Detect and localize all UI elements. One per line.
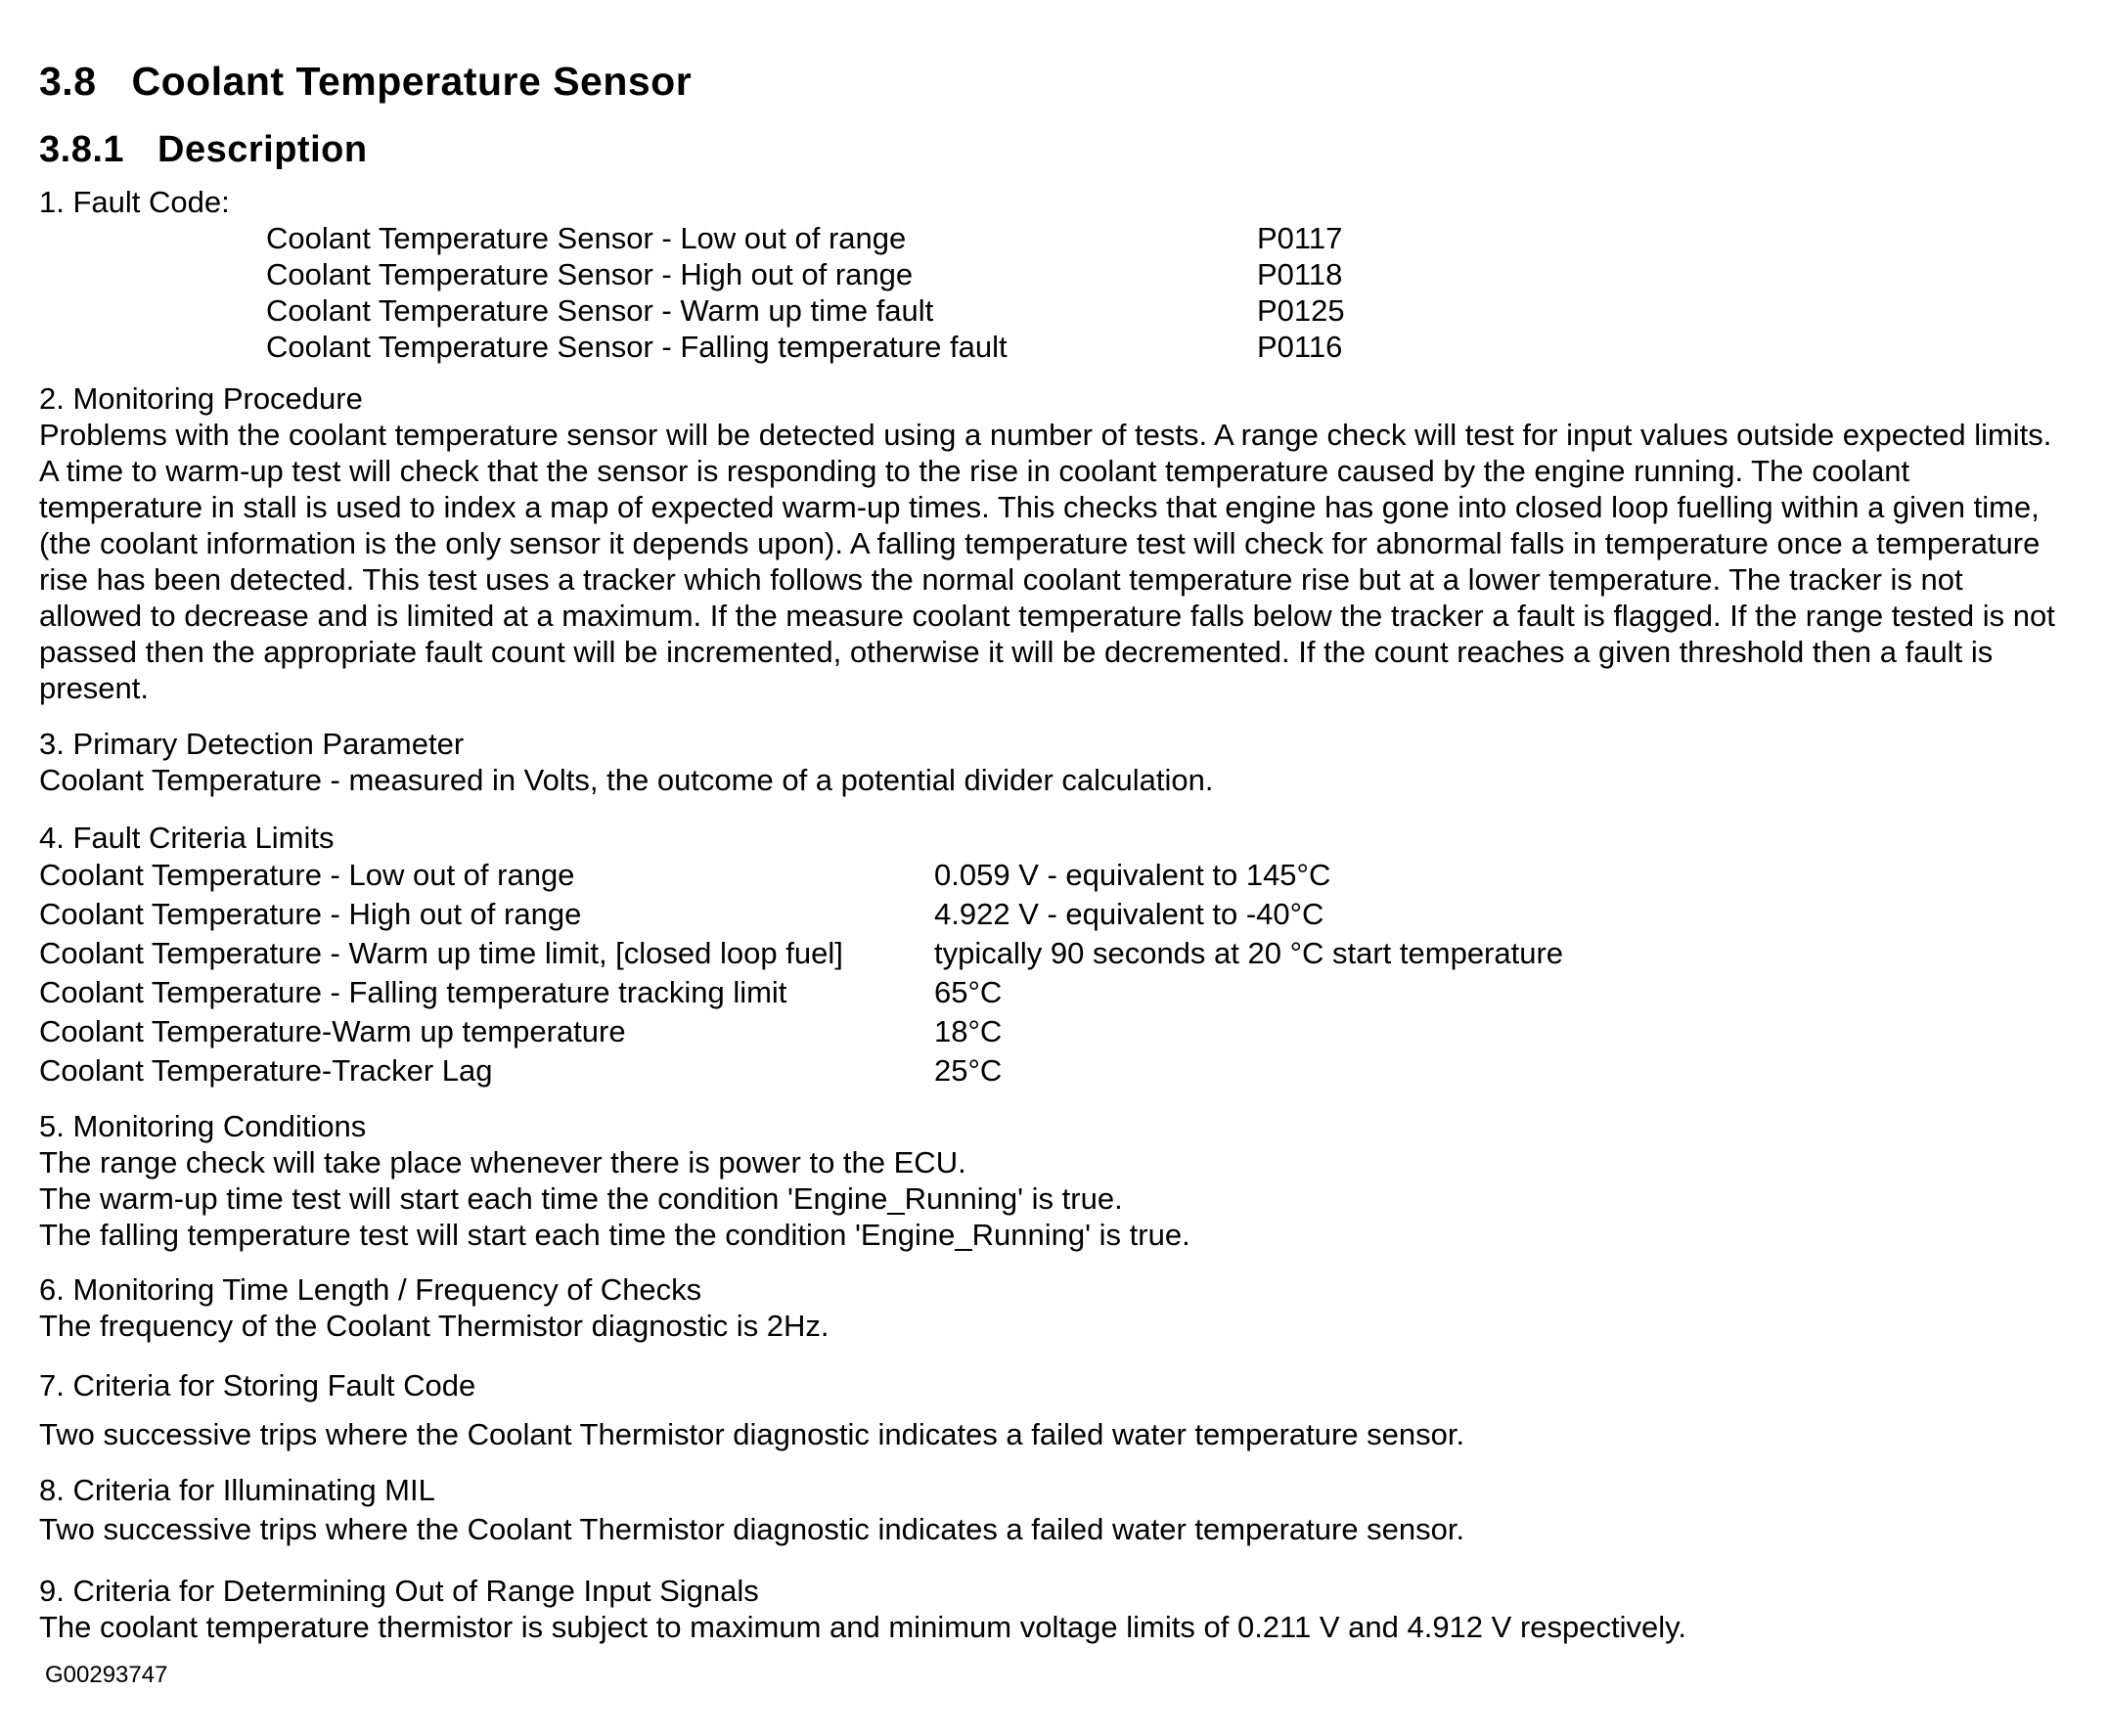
fault-criteria-value: 0.059 V - equivalent to 145°C: [934, 858, 1331, 892]
subsection-heading: [39, 127, 2059, 172]
subsection-title: Description: [157, 129, 368, 170]
monitoring-procedure-body: Problems with the coolant temperature sensor will be detected using a number of tests. A range check will test for input values outside expected limits. A time to warm-up test will check that the sensor is responding to the rise in coolant temperature caused by the engine running. The coolant temperature in stall is used to index a map of expected warm-up times. This checks that engine has gone into closed loop fuelling within a given time, (the coolant information is the only sensor it depends upon). A falling temperature test will check for abnormal falls in temperature once a temperature rise has been detected. This test uses a tracker which follows the normal coolant temperature rise but at a lower temperature. The tracker is not allowed to decrease and is limited at a maximum. If the measure coolant temperature falls below the tracker a fault is flagged. If the range tested is not passed then the appropriate fault count will be incremented, otherwise it will be decremented. If the count reaches a given threshold then a fault is present.: [39, 418, 2055, 705]
monitoring-conditions-line: The warm-up time test will start each time the condition 'Engine_Running' is true.: [39, 1181, 1123, 1216]
fault-criteria-label: Coolant Temperature-Tracker Lag: [39, 1053, 493, 1088]
subsection-number: 3.8.1: [39, 129, 125, 170]
fault-criteria-value: 65°C: [934, 975, 1003, 1009]
fault-criteria-value: 25°C: [934, 1053, 1003, 1088]
section-monitoring-conditions: [39, 1108, 2059, 1253]
fault-criteria-label: Coolant Temperature-Warm up temperature: [39, 1014, 626, 1048]
primary-detection-heading: 3. Primary Detection Parameter: [39, 727, 465, 761]
fault-code-label: Coolant Temperature Sensor - Falling temperature fault: [266, 330, 1008, 364]
fault-code-heading: 1. Fault Code:: [39, 185, 230, 219]
monitoring-conditions-line: The range check will take place whenever there is power to the ECU.: [39, 1145, 966, 1180]
illuminating-mil-body: Two successive trips where the Coolant Thermistor diagnostic indicates a failed water temperature sensor.: [39, 1512, 1465, 1546]
section-heading: [39, 57, 2059, 106]
monitoring-time-heading: 6. Monitoring Time Length / Frequency of Checks: [39, 1272, 702, 1307]
storing-fault-code-body: Two successive trips where the Coolant Thermistor diagnostic indicates a failed water temperature sensor.: [39, 1417, 1465, 1451]
fault-code-table: [39, 220, 2059, 365]
fault-code-value: P0118: [1257, 257, 1343, 291]
fault-criteria-row: [39, 934, 2059, 973]
primary-detection-body: Coolant Temperature - measured in Volts, the outcome of a potential divider calculation.: [39, 763, 1214, 797]
fault-code-row: [39, 220, 2059, 256]
fault-criteria-row: [39, 1012, 2059, 1051]
monitoring-conditions-line: The falling temperature test will start each time the condition 'Engine_Running' is true.: [39, 1218, 1190, 1252]
fault-criteria-row: [39, 973, 2059, 1012]
fault-criteria-table: [39, 856, 2059, 1091]
fault-code-value: P0117: [1257, 221, 1343, 255]
fault-criteria-row: [39, 1051, 2059, 1091]
fault-code-label: Coolant Temperature Sensor - Warm up time fault: [266, 293, 934, 328]
section-monitoring-time: [39, 1271, 2059, 1344]
section-storing-fault-code: [39, 1367, 2059, 1452]
out-of-range-body: The coolant temperature thermistor is subject to maximum and minimum voltage limits of 0.211 V and 4.912 V respectively.: [39, 1610, 1686, 1644]
out-of-range-heading: 9. Criteria for Determining Out of Range Input Signals: [39, 1574, 759, 1608]
fault-code-label: Coolant Temperature Sensor - Low out of range: [266, 221, 907, 255]
fault-code-value: P0116: [1257, 330, 1343, 364]
fault-criteria-label: Coolant Temperature - High out of range: [39, 897, 582, 931]
fault-code-row: [39, 256, 2059, 292]
fault-criteria-value: 4.922 V - equivalent to -40°C: [934, 897, 1324, 931]
monitoring-procedure-heading: 2. Monitoring Procedure: [39, 381, 363, 416]
monitoring-conditions-heading: 5. Monitoring Conditions: [39, 1109, 367, 1143]
storing-fault-code-heading: 7. Criteria for Storing Fault Code: [39, 1368, 476, 1402]
illuminating-mil-heading: 8. Criteria for Illuminating MIL: [39, 1473, 435, 1507]
fault-criteria-value: 18°C: [934, 1014, 1003, 1048]
fault-code-value: P0125: [1257, 293, 1345, 328]
figure-id: G00293747: [45, 1662, 168, 1688]
section-number: 3.8: [39, 59, 97, 104]
fault-criteria-label: Coolant Temperature - Low out of range: [39, 858, 575, 892]
fault-criteria-label: Coolant Temperature - Falling temperature tracking limit: [39, 975, 787, 1009]
fault-criteria-row: [39, 856, 2059, 895]
fault-code-label: Coolant Temperature Sensor - High out of range: [266, 257, 914, 291]
monitoring-time-body: The frequency of the Coolant Thermistor diagnostic is 2Hz.: [39, 1309, 830, 1343]
section-monitoring-procedure: [39, 380, 2059, 706]
fault-criteria-value: typically 90 seconds at 20 °C start temperature: [934, 936, 1564, 970]
fault-code-row: [39, 329, 2059, 365]
section-out-of-range: [39, 1573, 2059, 1645]
fault-criteria-heading: 4. Fault Criteria Limits: [39, 821, 335, 855]
section-title: Coolant Temperature Sensor: [131, 59, 693, 104]
fault-criteria-label: Coolant Temperature - Warm up time limit, [closed loop fuel]: [39, 936, 843, 970]
section-primary-detection: [39, 726, 2059, 798]
fault-criteria-row: [39, 895, 2059, 934]
section-fault-criteria: [39, 820, 2059, 1091]
section-illuminating-mil: [39, 1472, 2059, 1547]
fault-code-row: [39, 292, 2059, 329]
